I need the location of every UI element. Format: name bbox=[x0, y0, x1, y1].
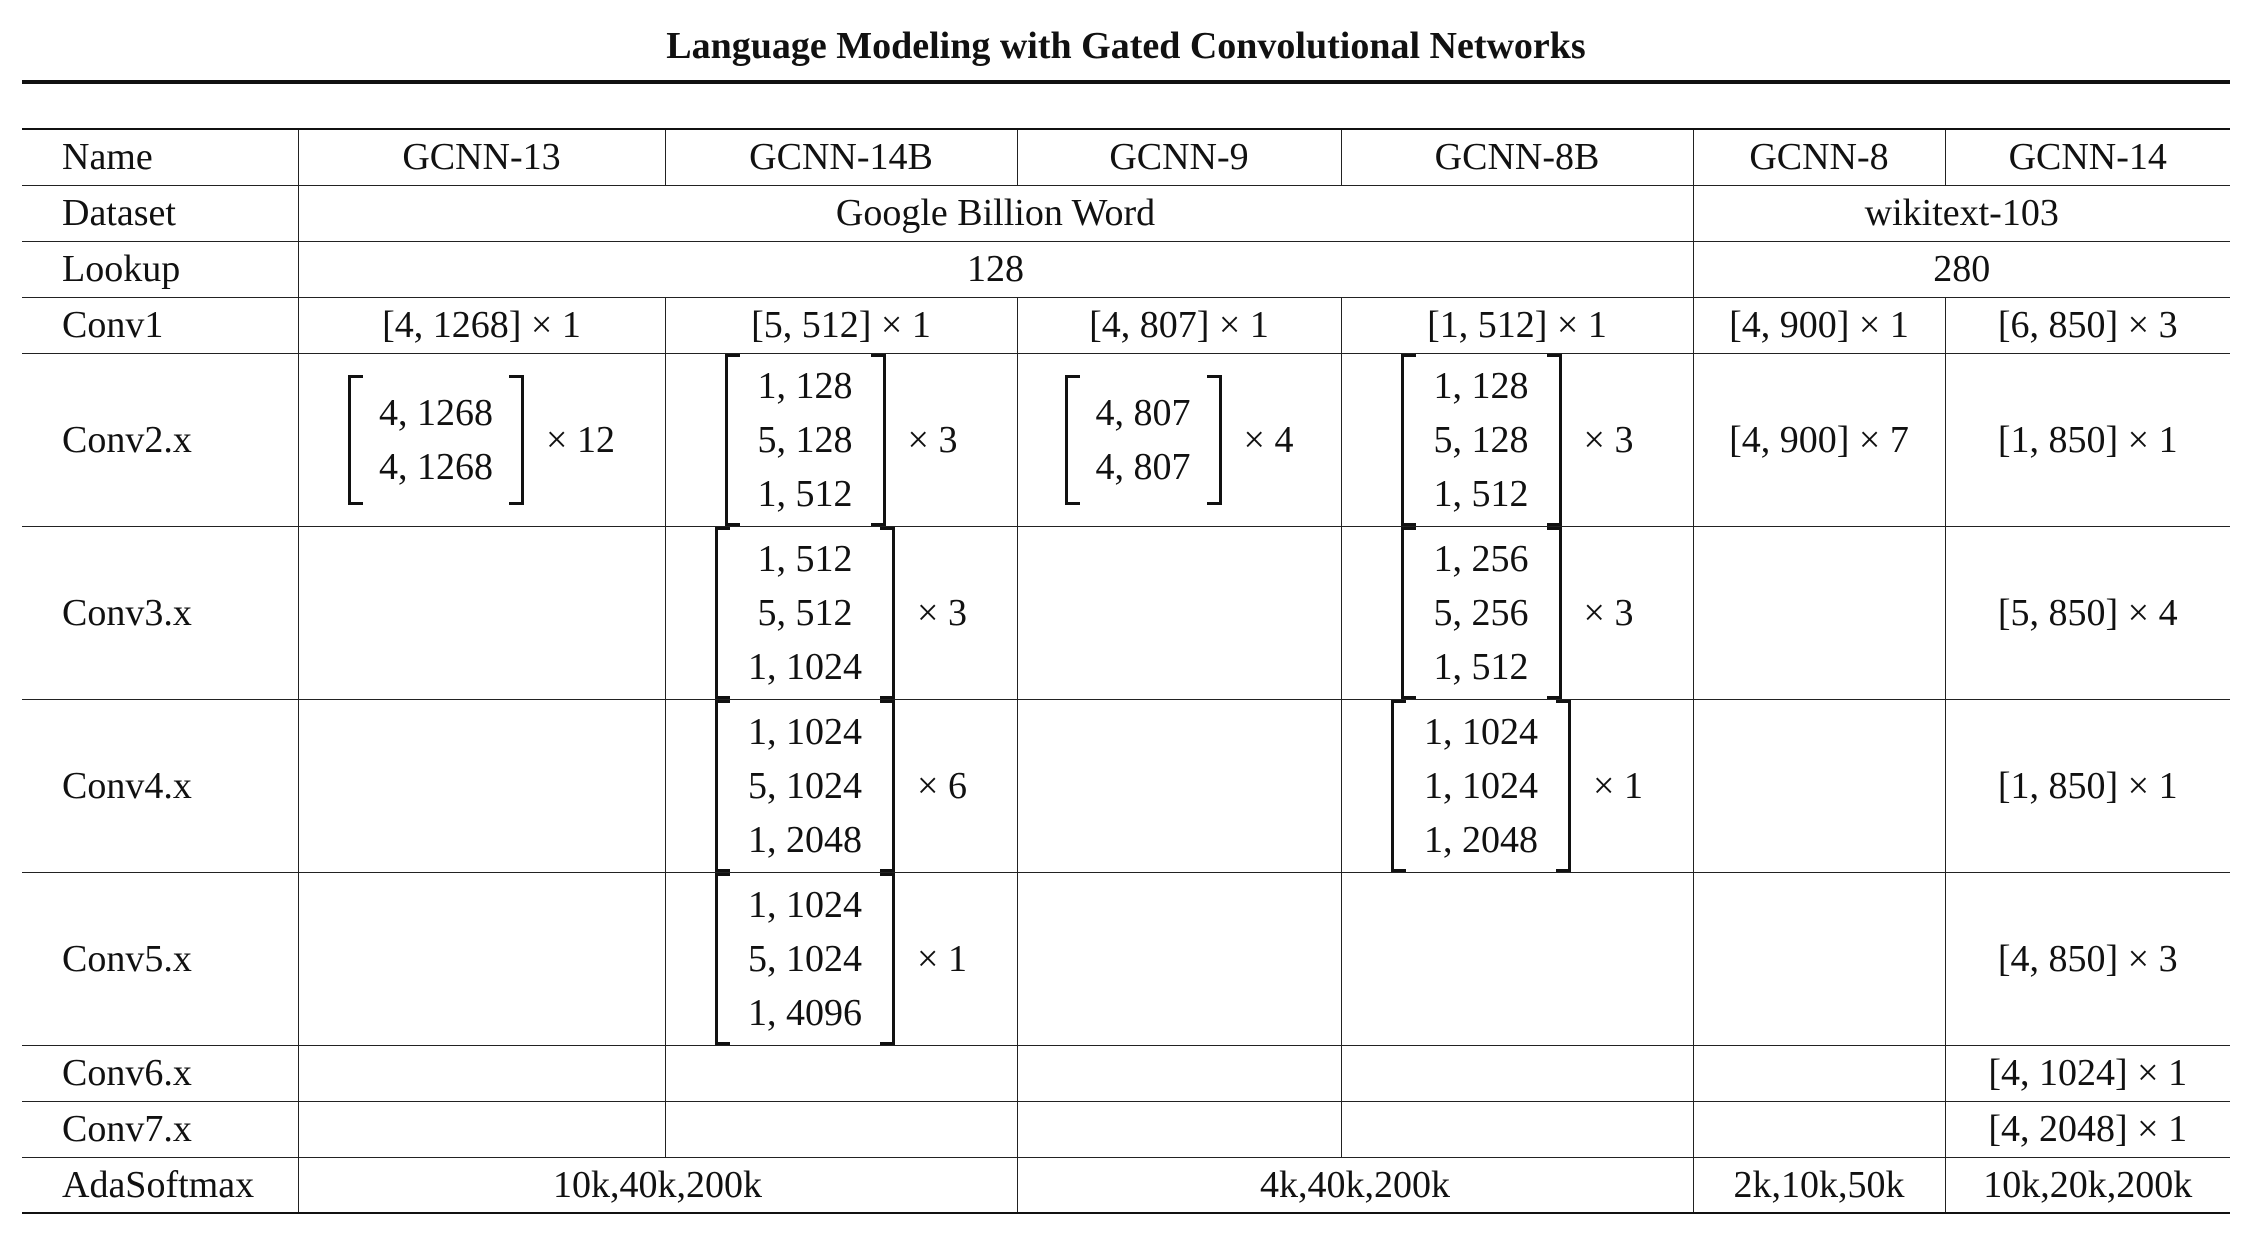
matrix-row: 1, 512 bbox=[1433, 645, 1529, 688]
table-row-conv1 bbox=[22, 297, 2230, 353]
lookup-wikitext-cell: 280 bbox=[1693, 241, 2230, 297]
table-row-conv4 bbox=[22, 699, 2230, 872]
row-label-lookup: Lookup bbox=[22, 241, 298, 297]
conv2-gcnn8b bbox=[1341, 353, 1693, 526]
header-cell-gcnn14: GCNN-14 bbox=[1945, 129, 2230, 185]
matrix-row: 5, 128 bbox=[1433, 418, 1529, 461]
conv1-gcnn8b: [1, 512] × 1 bbox=[1341, 297, 1693, 353]
row-label-conv1: Conv1 bbox=[22, 297, 298, 353]
bracket-matrix bbox=[725, 354, 958, 526]
matrix-row: 4, 807 bbox=[1095, 391, 1191, 434]
matrix-row: 4, 1268 bbox=[379, 445, 494, 488]
matrix-bracket bbox=[1065, 375, 1222, 505]
adasoftmax-gcnn9-8b: 4k,40k,200k bbox=[1017, 1157, 1693, 1213]
matrix-row: 1, 1024 bbox=[748, 883, 863, 926]
table-row-dataset bbox=[22, 185, 2230, 241]
matrix-row: 1, 1024 bbox=[1424, 710, 1539, 753]
conv7-gcnn14b bbox=[665, 1101, 1017, 1157]
multiplier: × 3 bbox=[917, 591, 967, 634]
row-label-conv7: Conv7.x bbox=[22, 1101, 298, 1157]
bracket-matrix bbox=[348, 375, 615, 505]
matrix-row: 4, 807 bbox=[1095, 445, 1191, 488]
conv7-gcnn14: [4, 2048] × 1 bbox=[1945, 1101, 2230, 1157]
matrix-row: 1, 1024 bbox=[748, 645, 863, 688]
conv7-gcnn8b bbox=[1341, 1101, 1693, 1157]
conv3-gcnn8 bbox=[1693, 526, 1945, 699]
matrix-row: 1, 1024 bbox=[1424, 764, 1539, 807]
conv7-gcnn8 bbox=[1693, 1101, 1945, 1157]
table-row-adasoftmax bbox=[22, 1157, 2230, 1213]
conv6-gcnn9 bbox=[1017, 1045, 1341, 1101]
conv1-gcnn14b: [5, 512] × 1 bbox=[665, 297, 1017, 353]
table-row-header bbox=[22, 129, 2230, 185]
matrix-bracket bbox=[715, 527, 895, 699]
title-rule bbox=[22, 80, 2230, 84]
conv1-gcnn14: [6, 850] × 3 bbox=[1945, 297, 2230, 353]
row-label-conv2: Conv2.x bbox=[22, 353, 298, 526]
matrix-row: 1, 4096 bbox=[748, 991, 863, 1034]
matrix-row: 1, 128 bbox=[1433, 364, 1529, 407]
multiplier: × 3 bbox=[907, 418, 958, 461]
multiplier: × 12 bbox=[546, 418, 615, 461]
conv2-gcnn14: [1, 850] × 1 bbox=[1945, 353, 2230, 526]
paper-running-title: Language Modeling with Gated Convolutional Networks bbox=[666, 25, 1586, 67]
conv4-gcnn9 bbox=[1017, 699, 1341, 872]
matrix-row: 1, 512 bbox=[1433, 472, 1529, 515]
conv5-gcnn8 bbox=[1693, 872, 1945, 1045]
conv2-gcnn13 bbox=[298, 353, 665, 526]
matrix-bracket bbox=[715, 873, 895, 1045]
table-row-conv7 bbox=[22, 1101, 2230, 1157]
conv4-gcnn14b bbox=[665, 699, 1017, 872]
conv3-gcnn13 bbox=[298, 526, 665, 699]
table-row-conv2 bbox=[22, 353, 2230, 526]
row-label-conv3: Conv3.x bbox=[22, 526, 298, 699]
matrix-bracket bbox=[1401, 527, 1562, 699]
conv4-gcnn13 bbox=[298, 699, 665, 872]
bracket-matrix bbox=[1391, 700, 1643, 872]
multiplier: × 4 bbox=[1243, 418, 1294, 461]
multiplier: × 6 bbox=[917, 764, 967, 807]
table-row-conv3 bbox=[22, 526, 2230, 699]
bracket-matrix bbox=[1065, 375, 1294, 505]
conv5-gcnn9 bbox=[1017, 872, 1341, 1045]
row-label-conv5: Conv5.x bbox=[22, 872, 298, 1045]
matrix-row: 1, 512 bbox=[757, 537, 853, 580]
conv1-gcnn8: [4, 900] × 1 bbox=[1693, 297, 1945, 353]
conv5-gcnn14: [4, 850] × 3 bbox=[1945, 872, 2230, 1045]
matrix-row: 4, 1268 bbox=[379, 391, 494, 434]
conv3-gcnn8b bbox=[1341, 526, 1693, 699]
bracket-matrix bbox=[715, 873, 967, 1045]
matrix-row: 1, 2048 bbox=[748, 818, 863, 861]
bracket-matrix bbox=[715, 700, 967, 872]
dataset-wikitext-cell: wikitext-103 bbox=[1693, 185, 2230, 241]
conv5-gcnn14b bbox=[665, 872, 1017, 1045]
matrix-bracket bbox=[715, 700, 895, 872]
conv7-gcnn9 bbox=[1017, 1101, 1341, 1157]
header-cell-gcnn9: GCNN-9 bbox=[1017, 129, 1341, 185]
conv6-gcnn13 bbox=[298, 1045, 665, 1101]
adasoftmax-gcnn13-14b: 10k,40k,200k bbox=[298, 1157, 1017, 1213]
conv5-gcnn13 bbox=[298, 872, 665, 1045]
conv6-gcnn14b bbox=[665, 1045, 1017, 1101]
conv3-gcnn14b bbox=[665, 526, 1017, 699]
matrix-row: 5, 512 bbox=[757, 591, 853, 634]
bracket-matrix bbox=[1401, 354, 1634, 526]
header-cell-gcnn8b: GCNN-8B bbox=[1341, 129, 1693, 185]
conv4-gcnn14: [1, 850] × 1 bbox=[1945, 699, 2230, 872]
conv1-gcnn9: [4, 807] × 1 bbox=[1017, 297, 1341, 353]
header-cell-gcnn13: GCNN-13 bbox=[298, 129, 665, 185]
lookup-gbw-cell: 128 bbox=[298, 241, 1693, 297]
dataset-gbw-cell: Google Billion Word bbox=[298, 185, 1693, 241]
conv4-gcnn8 bbox=[1693, 699, 1945, 872]
conv2-gcnn8: [4, 900] × 7 bbox=[1693, 353, 1945, 526]
conv2-gcnn14b bbox=[665, 353, 1017, 526]
matrix-row: 5, 128 bbox=[757, 418, 853, 461]
row-label-adasoftmax: AdaSoftmax bbox=[22, 1157, 298, 1213]
conv3-gcnn14: [5, 850] × 4 bbox=[1945, 526, 2230, 699]
table-row-conv6 bbox=[22, 1045, 2230, 1101]
matrix-bracket bbox=[1391, 700, 1571, 872]
header-cell-name: Name bbox=[22, 129, 298, 185]
matrix-row: 5, 256 bbox=[1433, 591, 1529, 634]
matrix-row: 1, 256 bbox=[1433, 537, 1529, 580]
row-label-conv4: Conv4.x bbox=[22, 699, 298, 872]
conv6-gcnn8 bbox=[1693, 1045, 1945, 1101]
conv4-gcnn8b bbox=[1341, 699, 1693, 872]
bracket-matrix bbox=[1401, 527, 1634, 699]
multiplier: × 1 bbox=[917, 937, 967, 980]
adasoftmax-gcnn8: 2k,10k,50k bbox=[1693, 1157, 1945, 1213]
header-cell-gcnn8: GCNN-8 bbox=[1693, 129, 1945, 185]
conv7-gcnn13 bbox=[298, 1101, 665, 1157]
multiplier: × 3 bbox=[1583, 591, 1634, 634]
conv1-gcnn13: [4, 1268] × 1 bbox=[298, 297, 665, 353]
conv6-gcnn8b bbox=[1341, 1045, 1693, 1101]
table-row-conv5 bbox=[22, 872, 2230, 1045]
matrix-row: 1, 512 bbox=[757, 472, 853, 515]
bracket-matrix bbox=[715, 527, 967, 699]
multiplier: × 3 bbox=[1583, 418, 1634, 461]
row-label-dataset: Dataset bbox=[22, 185, 298, 241]
multiplier: × 1 bbox=[1593, 764, 1643, 807]
matrix-bracket bbox=[348, 375, 524, 505]
matrix-row: 1, 2048 bbox=[1424, 818, 1539, 861]
conv3-gcnn9 bbox=[1017, 526, 1341, 699]
matrix-bracket bbox=[1401, 354, 1562, 526]
matrix-row: 5, 1024 bbox=[748, 937, 863, 980]
row-label-conv6: Conv6.x bbox=[22, 1045, 298, 1101]
header-cell-gcnn14b: GCNN-14B bbox=[665, 129, 1017, 185]
matrix-row: 5, 1024 bbox=[748, 764, 863, 807]
conv2-gcnn9 bbox=[1017, 353, 1341, 526]
conv6-gcnn14: [4, 1024] × 1 bbox=[1945, 1045, 2230, 1101]
matrix-bracket bbox=[725, 354, 886, 526]
matrix-row: 1, 128 bbox=[757, 364, 853, 407]
conv5-gcnn8b bbox=[1341, 872, 1693, 1045]
table-row-lookup bbox=[22, 241, 2230, 297]
architecture-table bbox=[22, 128, 2230, 1214]
matrix-row: 1, 1024 bbox=[748, 710, 863, 753]
adasoftmax-gcnn14: 10k,20k,200k bbox=[1945, 1157, 2230, 1213]
